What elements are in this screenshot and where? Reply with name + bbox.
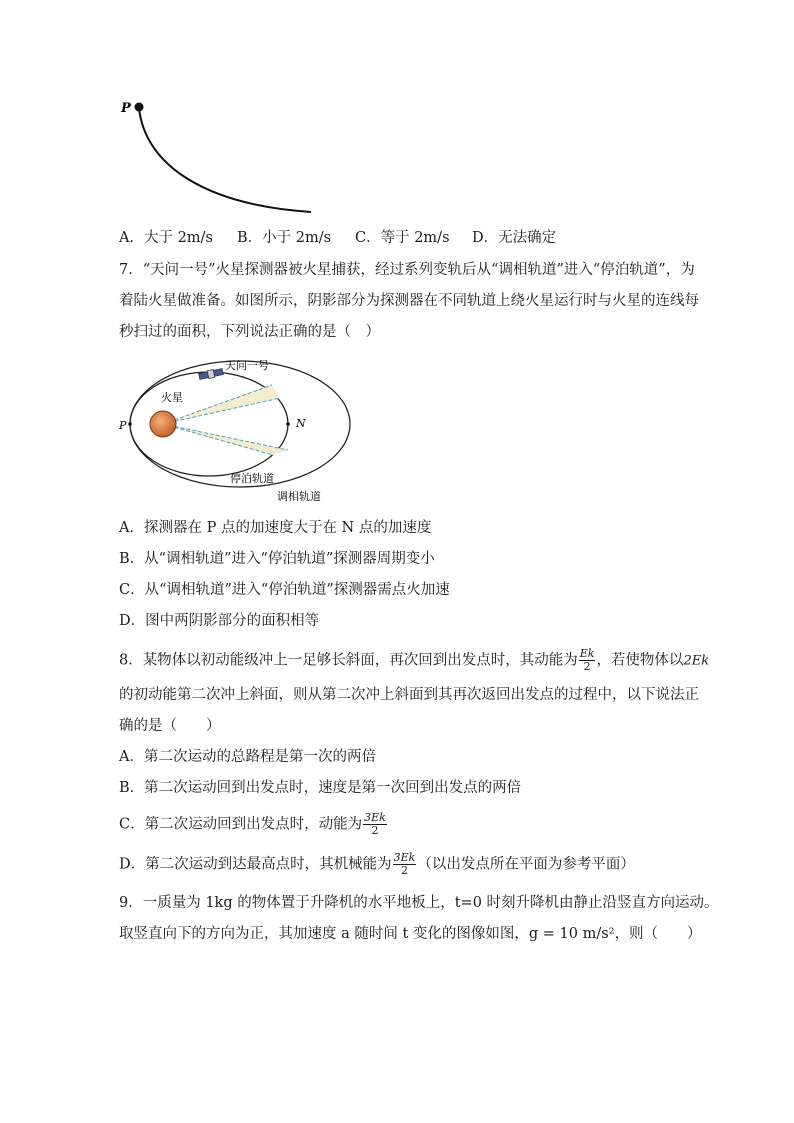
q7-line2: 着陆火星做准备。如图所示，阴影部分为探测器在不同轨道上绕火星运行时与火星的连线每 xyxy=(119,293,699,309)
q8-option-d-text: D．第二次运动到达最高点时，其机械能为 xyxy=(119,856,392,873)
orbit-n-label: N xyxy=(296,417,306,430)
probe-icon xyxy=(198,368,223,381)
q6-option-b[interactable]: B．小于 2m/s xyxy=(237,230,332,246)
q8-line1-text-b: ，若使物体以 xyxy=(596,652,684,669)
q8-option-b[interactable]: B．第二次运动回到出发点时，速度是第一次回到出发点的两倍 xyxy=(119,780,522,796)
q7-line1: 7．“天问一号”火星探测器被火星捕获，经过系列变轨后从“调相轨道”进入“停泊轨道”，为 xyxy=(119,262,695,278)
point-p-marker xyxy=(128,422,132,426)
q8-line1-text-a: 8．某物体以初动能级冲上一足够长斜面，再次回到出发点时，其动能为 xyxy=(119,652,578,669)
q8-option-c[interactable] xyxy=(119,812,388,837)
q7-line3: 秒扫过的面积，下列说法正确的是（ ） xyxy=(119,324,380,340)
probe-label: 天问一号 xyxy=(225,359,269,372)
outer-orbit-label: 调相轨道 xyxy=(277,490,321,503)
q8-line1-text-c: 2Ek xyxy=(683,653,710,669)
shaded-area-lower xyxy=(163,424,288,455)
q8-option-c-frac-num: 3Ek xyxy=(364,811,386,824)
q8-option-d[interactable] xyxy=(119,852,635,877)
q6-option-c[interactable]: C．等于 2m/s xyxy=(355,230,450,246)
mars-label: 火星 xyxy=(161,391,183,404)
q7-option-d[interactable]: D．图中两阴影部分的面积相等 xyxy=(119,613,320,629)
point-n-marker xyxy=(286,422,290,426)
inner-orbit-label: 停泊轨道 xyxy=(230,472,274,485)
q8-option-d-frac-den: 2 xyxy=(400,864,408,877)
q7-option-b[interactable]: B．从“调相轨道”进入“停泊轨道”探测器周期变小 xyxy=(119,551,435,567)
q8-frac-den: 2 xyxy=(583,660,591,673)
mars-planet xyxy=(150,411,176,437)
q8-fraction-ek-half xyxy=(579,648,596,673)
curve-track xyxy=(139,108,311,212)
q8-option-a[interactable]: A．第二次运动的总路程是第一次的两倍 xyxy=(119,749,376,765)
q6-options xyxy=(119,228,556,248)
q8-option-c-fraction xyxy=(363,812,387,837)
q8-line1 xyxy=(119,648,709,673)
orbit-p-label: P xyxy=(119,419,127,432)
orbit-figure xyxy=(115,355,360,505)
q8-option-d-frac-num: 3Ek xyxy=(393,851,416,864)
q8-option-d-tail: （以出发点所在平面为参考平面） xyxy=(417,856,635,873)
q9-line1: 9．一质量为 1kg 的物体置于升降机的水平地板上，t=0 时刻升降机由静止沿竖直方向运动。 xyxy=(119,895,719,911)
q8-option-c-frac-den: 2 xyxy=(371,824,379,837)
q8-line2: 的初动能第二次冲上斜面，则从第二次冲上斜面到其再次返回出发点的过程中，以下说法正 xyxy=(119,687,699,703)
q6-option-d[interactable]: D．无法确定 xyxy=(472,230,557,246)
q6-option-a[interactable]: A．大于 2m/s xyxy=(119,230,213,246)
q7-option-c[interactable]: C．从“调相轨道”进入“停泊轨道”探测器需点火加速 xyxy=(119,582,450,598)
q9-line2: 取竖直向下的方向为正，其加速度 a 随时间 t 变化的图像如图，g = 10 m/s²，则（ ） xyxy=(119,926,702,942)
curve-figure xyxy=(115,95,325,220)
q8-frac-num: Ek xyxy=(579,647,595,660)
q8-line3: 确的是（ ） xyxy=(119,718,221,734)
q8-option-d-fraction xyxy=(393,852,417,877)
dashed-line-4 xyxy=(163,424,288,450)
q8-option-c-text: C．第二次运动回到出发点时，动能为 xyxy=(119,816,363,833)
point-p-label: P xyxy=(121,101,131,116)
q7-option-a[interactable]: A．探测器在 P 点的加速度大于在 N 点的加速度 xyxy=(119,520,432,536)
